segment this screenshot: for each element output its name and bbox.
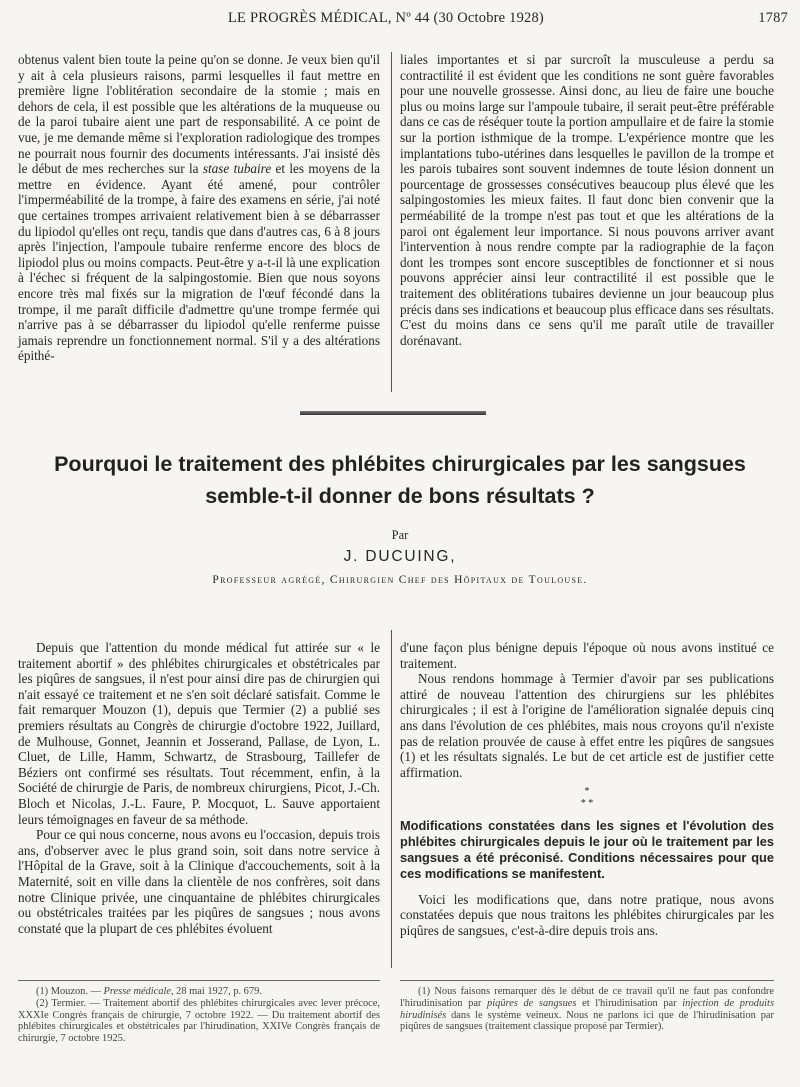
section-subheading: Modifications constatées dans les signes et l'évolution des phlébites chirurgicales depuis le jour où le traitement par les sangsues a été préconisé. Conditions nécessaires pour que ces modifications se manifestent. [400,818,774,881]
footnotes-right [400,986,774,1033]
text-run: dans le système veineux. Nous ne parlons ici que de l'hirudinisation par piqûres de sangsues (traitement classique proposé par Termier). [400,1009,774,1033]
italic-term: Presse médicale [103,986,171,997]
paragraph [18,52,380,364]
body-left-column [18,640,380,936]
top-right-column [400,52,774,348]
italic-term: piqûres de sangsues [487,997,577,1009]
section-divider [300,411,486,415]
column-rule [391,52,392,392]
text-run: (1) Nous faisons remarquer dès le début de ce travail qu'il ne faut pas confondre l'hirudinisation par [400,986,774,1009]
text-run: obtenus valent bien toute la peine qu'on se donne. Je veux bien qu'il y ait à cela plusieurs raisons, parmi lesquelles il faut mettre en première ligne l'oblitération secondaire de la stomie ; mais en dehors de cela, il est possible que les altérations de la muqueuse ou de la paroi tubaire aient une part de responsabilité. A ce point de vue, je me demande même si l'exploration radiologique des trompes ne pourrait nous fournir des documents intéressants. J'ai insisté dès le début de mes recherches sur la [18,52,380,177]
paragraph: Pour ce qui nous concerne, nous avons eu l'occasion, depuis trois ans, d'observer avec le plus grand soin, soit dans notre service à l'Hôpital de la Grave, soit à la Clinique d'accouchements, soit à la Maternité, soit en ville dans la clientèle de nos confrères, soit dans notre Clinique privée, une cinquantaine de phlébites chirurgicales ou obstétricales traitées par les piqûres de sangsues ; nous avons constaté que la plupart de ces phlébites évoluent [18,827,380,936]
footnote-rule [18,980,380,981]
article-title-line-2: semble-t-il donner de bons résultats ? [205,484,595,508]
text-run: et l'hirudinisation par [576,997,683,1009]
author-name: J. DUCUING, [343,548,457,565]
paragraph: Voici les modifications que, dans notre pratique, nous avons constatées depuis que nous traitons les phlébites chirurgicales par les piqûres de sangsues, c'est-à-dire depuis trois ans. [400,891,774,938]
text-run: (1) Mouzon. — [36,986,104,997]
footnote: (2) Termier. — Traitement abortif des phlébites chirurgicales avec lever précoce, XXXIe Congrès français de chirurgie, 7 octobre 1922. — Du traitement abortif des phlébites chirurgicales et obstétricales par l'hirudination, XXIVe Congrès français de chirurgie, 7 octobre 1925. [18,997,380,1045]
paragraph: Depuis que l'attention du monde médical fut attirée sur « le traitement abortif » des phlébites chirurgicales et obstétricales par les piqûres de sangsues, il n'est pour ainsi dire pas de chirurgien qui n'ait essayé ce traitement et ne s'en soit déclaré satisfait. Comme le fait remarquer Mouzon (1), depuis que Termier (2) a publié ses premiers résultats au Congrès de chirurgie d'octobre 1922, Juillard, de Mulhouse, Gonnet, Jeannin et Josserand, Pallase, de Lyon, L. Cluet, de Lille, Hamm, Schwartz, de Strasbourg, Taillefer de Béziers ont confirmé ses résultats. Tout récemment, enfin, à la Société de chirurgie de Paris, de nombreux chirurgiens, Picot, J.-Ch. Bloch et Nicolas, J.-L. Faure, P. Mocquot, L. Sauve apportaient leurs témoignages en faveur de sa méthode. [18,640,380,827]
paragraph: Nous rendons hommage à Termier d'avoir par ses publications attiré de nouveau l'attention des chirurgiens sur les phlébites chirurgicales ; il est à l'origine de l'amélioration signalée depuis cinq ans dans l'évolution de ces phlébites, mais nous croyons qu'il n'existe pas de relation prouvée de cause à effet entre les piqûres de sangsues (1) et les résultats signalés. Le but de cet article est de justifier cette affirmation. [400,671,774,780]
italic-term: injection de produits hirudinisés [400,997,774,1021]
paragraph: d'une façon plus bénigne depuis l'époque où nous avons institué ce traitement. [400,640,774,671]
text-run: , 28 mai 1927, p. 679. [170,986,262,997]
text-run: et les moyens de la mettre en évidence. Ayant été amené, pour contrôler l'imperméabilité de la trompe, à faire des examens en série, j'ai noté que certaines trompes arrivaient relativement bien à se débarrasser du lipiodol qu'elles ont reçu, tandis que dans d'autres cas, 6 à 8 jours après l'injection, l'ampoule tubaire renferme encore des blocs de lipiodol plus ou moins compacts. Peut-être y a-t-il là une explication à l'échec si fréquent de la salpingostomie. Bien que nous soyons encore très mal fixés sur la migration de l'œuf fécondé dans la trompe, il me paraît difficile d'admettre qu'une trompe fermée qui n'arrive pas à se débarrasser du lipiodol qu'elle renferme puisse jamais reprendre un fonctionnement normal. S'il y a des altérations épithé- [18,161,381,364]
column-rule [391,630,392,968]
byline-par: Par [391,528,409,542]
footnotes-left [18,986,380,1045]
body-right-column [400,640,774,938]
top-left-column [18,52,380,364]
running-header [0,10,800,32]
paragraph: liales importantes et si par surcroît la musculeuse a perdu sa contractilité il est évident que les conditions ne sont guère favorables pour une nouvelle grossesse. Ainsi donc, au lieu de faire une bouche plus ou moins large sur l'ampoule tubaire, il serait peut-être préférable dans ce cas de réséquer toute la portion ampullaire et de faire la stomie sur la portion isthmique de la trompe. L'expérience montre que les implantations tubo-utérines dans lesquelles le pavillon de la trompe et les parois tubaires sont souvent indemnes de toute lésion donnent un pourcentage de grossesses consécutives beaucoup plus élevé que les salpingostomies les mieux faites. Il faut donc bien convenir que la perméabilité de la trompe n'est pas tout et que les altérations de la paroi ont également leur importance. Si nous pouvons arriver avant l'intervention à nous rendre compte par la radiographie de la façon dont les trompes sont encore susceptibles de fonctionner et si nous pouvons apprécier ainsi leur contractilité il est possible que le traitement des oblitérations tubaires devienne un jour beaucoup plus précis dans ses indications et beaucoup plus efficace dans ses résultats. C'est du moins dans ce sens qu'il me paraît utile de travailler dorénavant. [400,52,774,348]
italic-term: stase tubaire [202,161,272,177]
footnote [18,986,380,998]
article-title-line-1: Pourquoi le traitement des phlébites chirurgicales par les sangsues [54,452,746,476]
footnote-rule [400,980,774,981]
page-number: 1787 [758,10,788,26]
running-title: LE PROGRÈS MÉDICAL, Nº 44 (30 Octobre 1928) [228,10,544,26]
asterism [400,786,774,810]
asterism-bottom: * * [580,798,594,810]
author-affiliation: Professeur agrégé, Chirurgien Chef des Hôpitaux de Toulouse. [212,574,588,586]
footnote [400,986,774,1033]
asterism-top: * [584,786,590,798]
